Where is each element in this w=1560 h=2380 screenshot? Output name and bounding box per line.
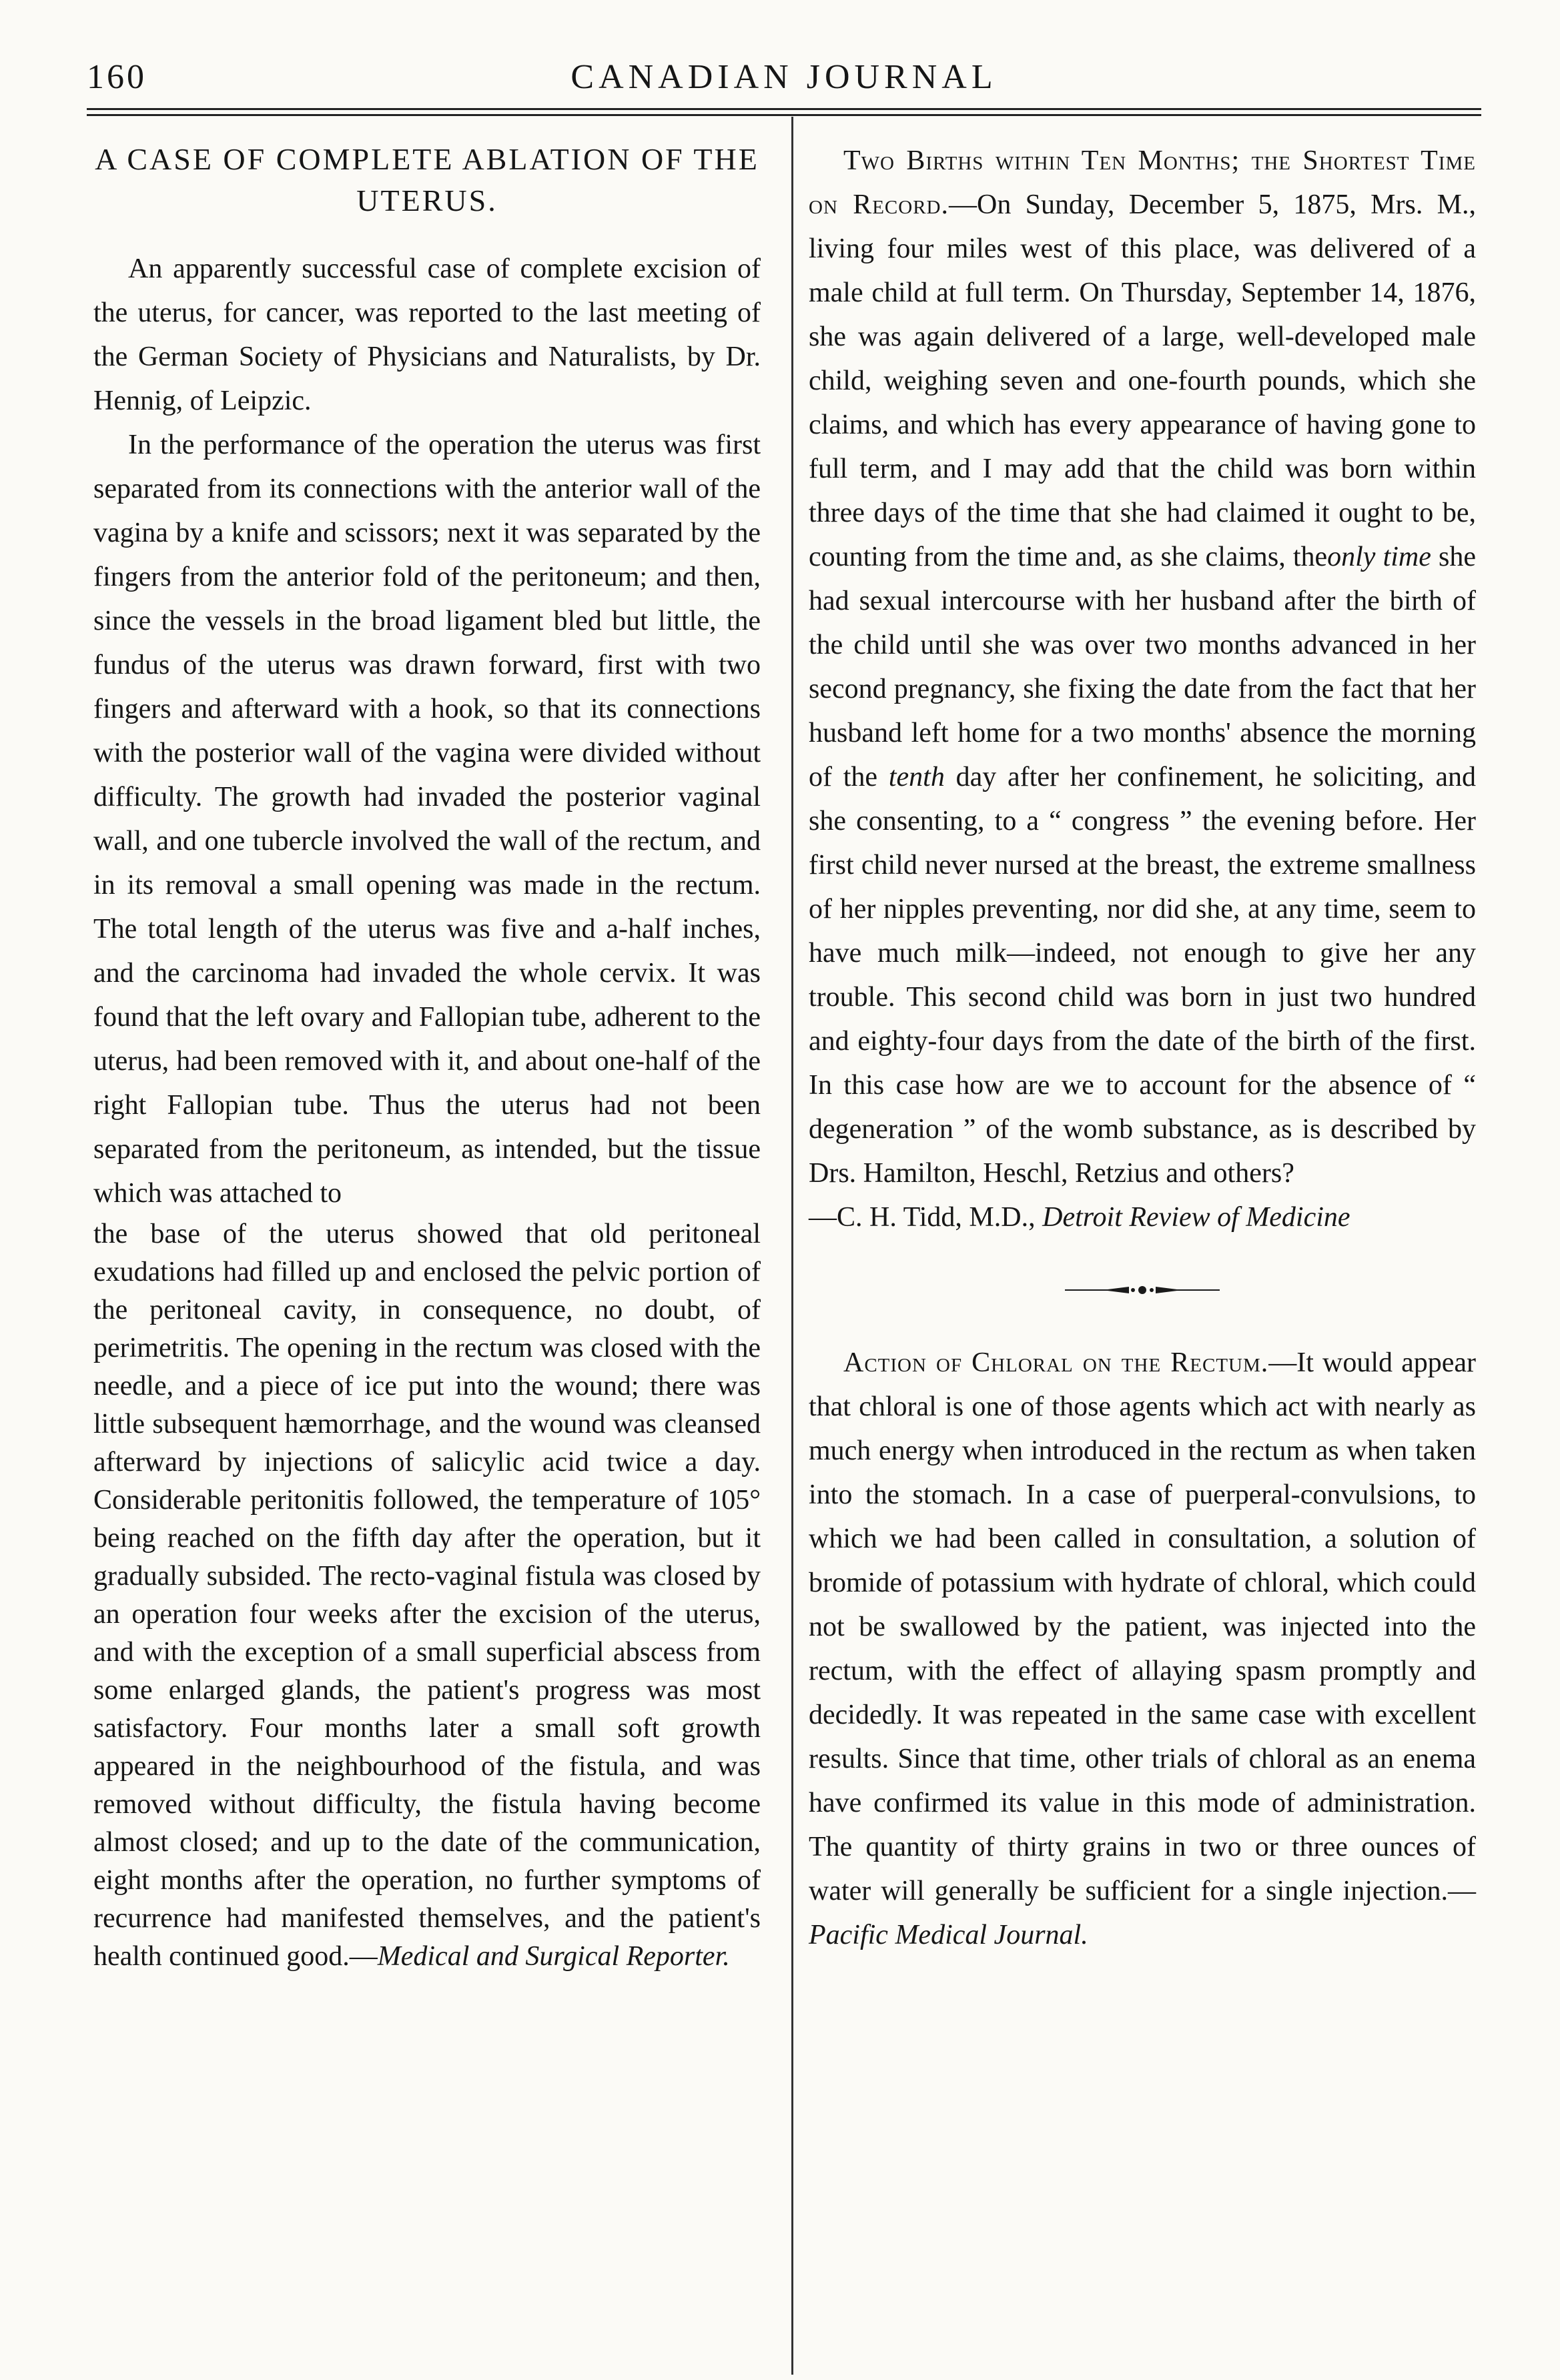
- source-citation-medical-surgical-reporter: Medical and Surgical Reporter.: [377, 1941, 730, 1972]
- article-heading-two-births: Two Births within Ten Months; the Shortest Time on Record.: [809, 145, 1476, 220]
- article-heading-chloral: Action of Chloral on the Rectum.: [843, 1347, 1269, 1378]
- source-citation-detroit-review: Detroit Review of Medicine: [1042, 1202, 1350, 1233]
- chloral-text: —It would appear that chloral is one of those agents which act with nearly as much energy when introduced in the rectum as when taken into the stomach. In a case of puerperal-convulsions, to which we had been called in consultation, a solution of bromide of potassium with hydrate of chloral, which could not be swallowed by the patient, was injected into the rectum, with the effect of allaying spasm promptly and decidedly. It was repeated in the same case with excellent results. Since that time, other trials of chloral as an enema have confirmed its value in this mode of administration. The quantity of thirty grains in two or three ounces of water will generally be sufficient for a single injection.—: [809, 1347, 1476, 1906]
- emphasis-tenth: tenth: [888, 762, 945, 792]
- article-title-uterus: A CASE OF COMPLETE ABLATION OF THE UTERUS.: [95, 142, 759, 217]
- page-number: 160: [87, 58, 147, 96]
- article-births-within-ten-months: [809, 139, 1476, 1195]
- article-paragraph-recovery: [93, 1215, 761, 1976]
- births-text-a: —On Sunday, December 5, 1875, Mrs. M., living four miles west of this place, was delivered of a male child at full term. On Thursday, September 14, 1876, she was again delivered of a large, well-developed male child, weighing seven and one-fourth pounds, which she claims, and which has every appearance of having gone to full term, and I may add that the child was born within three days of the time that she had claimed it ought to be, counting from the time and, as she claims, the: [809, 189, 1476, 572]
- ornament-rule-icon: [1062, 1282, 1222, 1298]
- recovery-text: the base of the uterus showed that old peritoneal exudations had filled up and enclosed the pelvic portion of the peritoneal cavity, in consequence, no doubt, of perimetritis. The opening in the rectum was closed with the needle, and a piece of ice put into the wound; there was little subsequent hæmorrhage, and the wound was cleansed afterward by injections of salicylic acid twice a day. Considerable peritonitis followed, the temperature of 105° being reached on the fifth day after the operation, but it gradually subsided. The recto-vaginal fistula was closed by an operation four weeks after the excision of the uterus, and with the exception of a small superficial abscess from some enlarged glands, the patient's progress was most satisfactory. Four months later a small soft growth appeared in the neighbourhood of the fistula, and was removed without difficulty, the fistula having become almost closed; and up to the date of the communication, eight months after the operation, no further symptoms of recurrence had manifested themselves, and the patient's health continued good.—: [93, 1219, 761, 1972]
- left-column: [93, 139, 761, 1976]
- emphasis-only-time: only time: [1327, 542, 1431, 572]
- article-paragraph-operation: In the performance of the operation the uterus was first separated from its connections with the anterior wall of the vagina by a knife and scissors; next it was separated by the fingers from the anterior fold of the peritoneum; and then, since the vessels in the broad ligament bled but little, the fundus of the uterus was drawn forward, first with two fingers and afterward with a hook, so that its connections with the posterior wall of the vagina were divided without difficulty. The growth had invaded the posterior vaginal wall, and one tubercle involved the wall of the rectum, and in its removal a small opening was made in the rectum. The total length of the uterus was five and a-half inches, and the carcinoma had invaded the whole cervix. It was found that the left ovary and Fallopian tube, adherent to the uterus, had been removed with it, and about one-half of the right Fallopian tube. Thus the uterus had not been separated from the peritoneum, as intended, but the tissue which was attached to: [93, 430, 761, 1209]
- running-head: [87, 39, 1481, 100]
- source-citation-pacific-medical-journal: Pacific Medical Journal.: [809, 1920, 1088, 1950]
- column-divider-rule: [791, 117, 793, 2375]
- article-paragraph-intro: An apparently successful case of complete excision of the uterus, for cancer, was reported to the last meeting of the German Society of Physicians and Naturalists, by Dr. Hennig, of Leipzic.: [93, 253, 761, 416]
- section-ornament-divider: [809, 1239, 1476, 1341]
- header-rule-bottom: [87, 114, 1481, 116]
- births-text-c: day after her confinement, he soliciting, and she consenting, to a “ congress ” the evening before. Her first child never nursed at the breast, the extreme smallness of her nipples preventing, nor did she, at any time, seem to have much milk—indeed, not enough to give her any trouble. This second child was born in just two hundred and eighty-four days from the date of the birth of the first. In this case how are we to account for the absence of “ degeneration ” of the womb substance, as is described by Drs. Hamilton, Heschl, Retzius and others?: [809, 762, 1477, 1189]
- credit-author: —C. H. Tidd, M.D.,: [809, 1202, 1043, 1233]
- births-text-b: she had sexual intercourse with her husband after the birth of the child until she was over two months advanced in her second pregnancy, she fixing the date from the fact that her husband left home for a two months' absence the morning of the: [809, 542, 1477, 792]
- header-rule-top: [87, 108, 1481, 110]
- births-credit-line: [809, 1195, 1476, 1239]
- right-column: [809, 139, 1476, 1957]
- article-action-of-chloral: [809, 1341, 1476, 1957]
- journal-name: CANADIAN JOURNAL: [570, 58, 998, 96]
